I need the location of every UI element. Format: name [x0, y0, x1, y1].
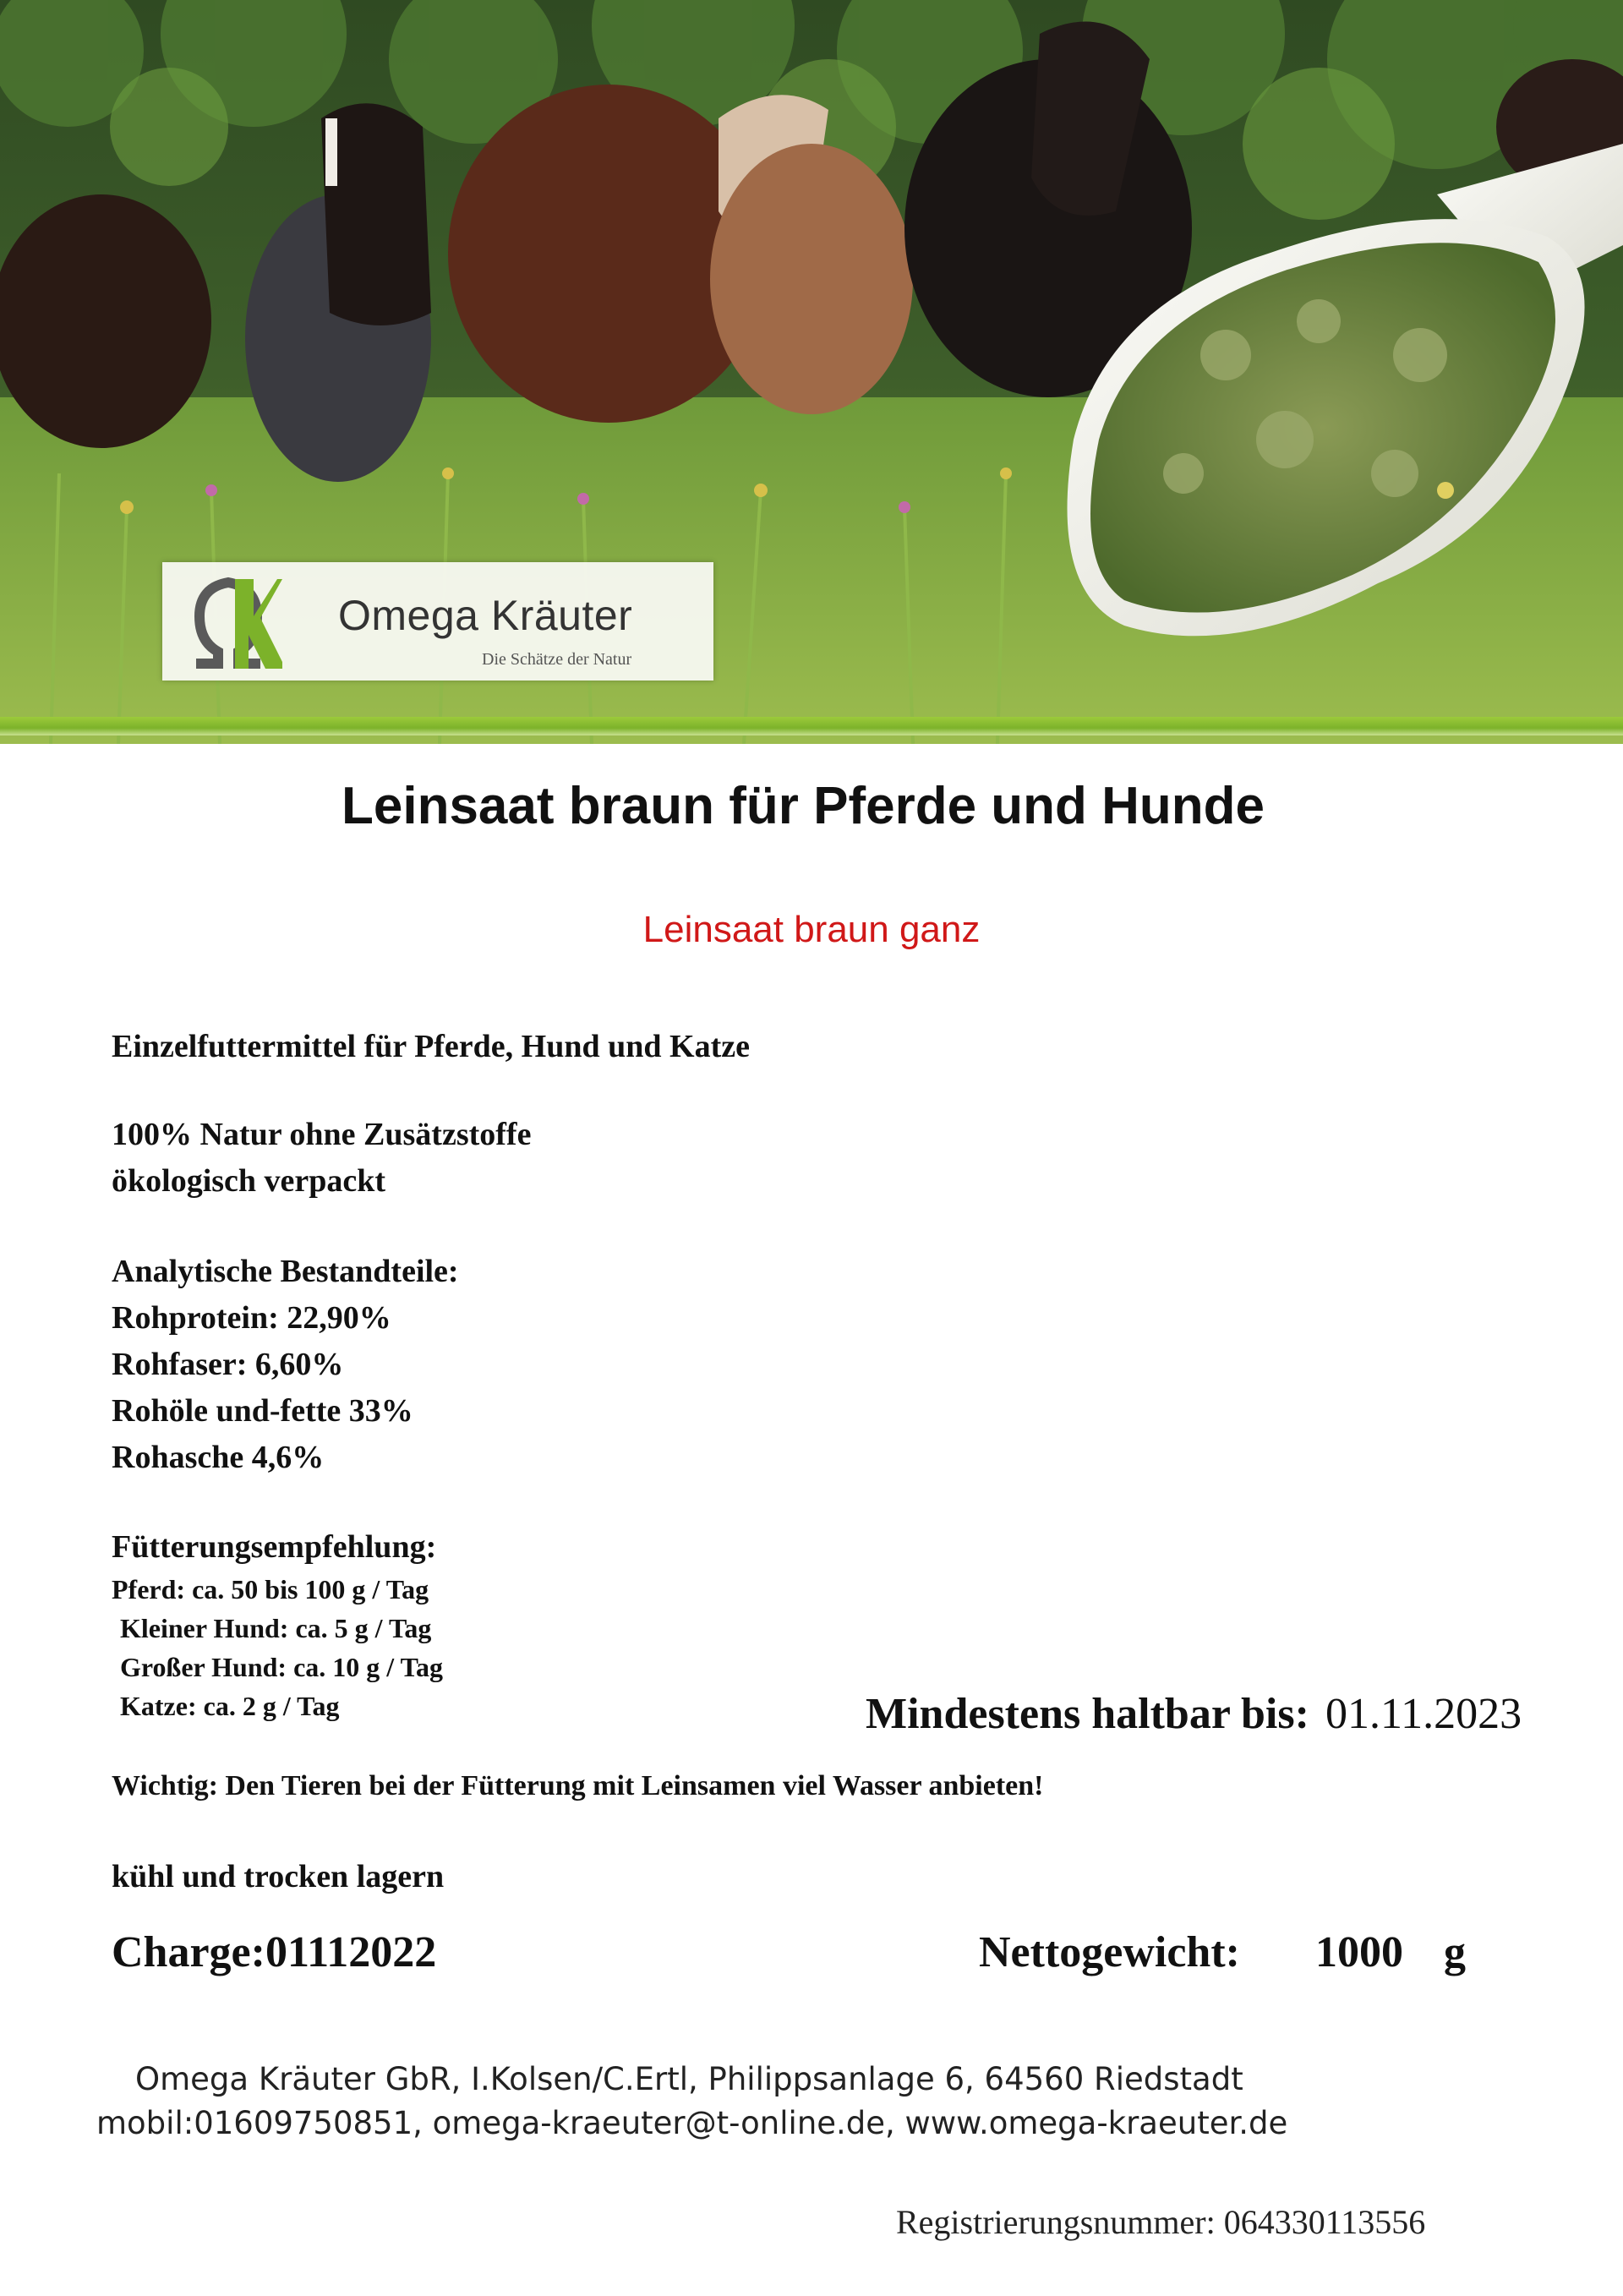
- net-weight-value: 1000: [1315, 1928, 1403, 1976]
- footer-address: Omega Kräuter GbR, I.Kolsen/C.Ertl, Philippsanlage 6, 64560 Riedstadt: [135, 2061, 1243, 2097]
- storage-note: kühl und trocken lagern: [112, 1859, 445, 1894]
- feeding-heading: Fütterungsempfehlung:: [112, 1529, 437, 1565]
- analysis-item: Rohasche 4,6%: [112, 1440, 325, 1475]
- omega-k-logo-icon: [181, 572, 282, 672]
- net-weight-label: Nettogewicht:: [979, 1928, 1240, 1976]
- feeding-item: Großer Hund: ca. 10 g / Tag: [120, 1652, 443, 1682]
- packaging-note: ökologisch verpackt: [112, 1163, 386, 1199]
- header-green-rule: [0, 717, 1623, 735]
- registration-number: Registrierungsnummer: 064330113556: [896, 2203, 1426, 2241]
- analysis-item: Rohöle und-fette 33%: [112, 1393, 413, 1429]
- analysis-item: Rohfaser: 6,60%: [112, 1347, 344, 1382]
- feeding-item: Pferd: ca. 50 bis 100 g / Tag: [112, 1574, 429, 1604]
- analysis-item: Rohprotein: 22,90%: [112, 1300, 391, 1336]
- brand-logo: [162, 562, 713, 681]
- nature-note: 100% Natur ohne Zusätzstoffe: [112, 1117, 532, 1152]
- feeding-item: Katze: ca. 2 g / Tag: [120, 1691, 340, 1721]
- feed-type: Einzelfuttermittel für Pferde, Hund und Katze: [112, 1029, 750, 1064]
- product-title: Leinsaat braun für Pferde und Hunde: [342, 777, 1265, 835]
- analysis-heading: Analytische Bestandteile:: [112, 1254, 459, 1289]
- net-weight-unit: g: [1444, 1928, 1466, 1976]
- batch-number: Charge:01112022: [112, 1928, 437, 1976]
- water-notice: Wichtig: Den Tieren bei der Fütterung mit Leinsamen viel Wasser anbieten!: [112, 1770, 1044, 1801]
- best-before-date: 01.11.2023: [1325, 1690, 1522, 1738]
- logo-tagline: Die Schätze der Natur: [482, 650, 632, 669]
- footer-contact: mobil:01609750851, omega-kraeuter@t-online.de, www.omega-kraeuter.de: [96, 2105, 1288, 2141]
- feeding-item: Kleiner Hund: ca. 5 g / Tag: [120, 1613, 432, 1643]
- logo-wordmark: Omega Kräuter: [338, 592, 633, 639]
- product-subtitle: Leinsaat braun ganz: [642, 909, 981, 950]
- best-before-label: Mindestens haltbar bis:: [866, 1690, 1309, 1738]
